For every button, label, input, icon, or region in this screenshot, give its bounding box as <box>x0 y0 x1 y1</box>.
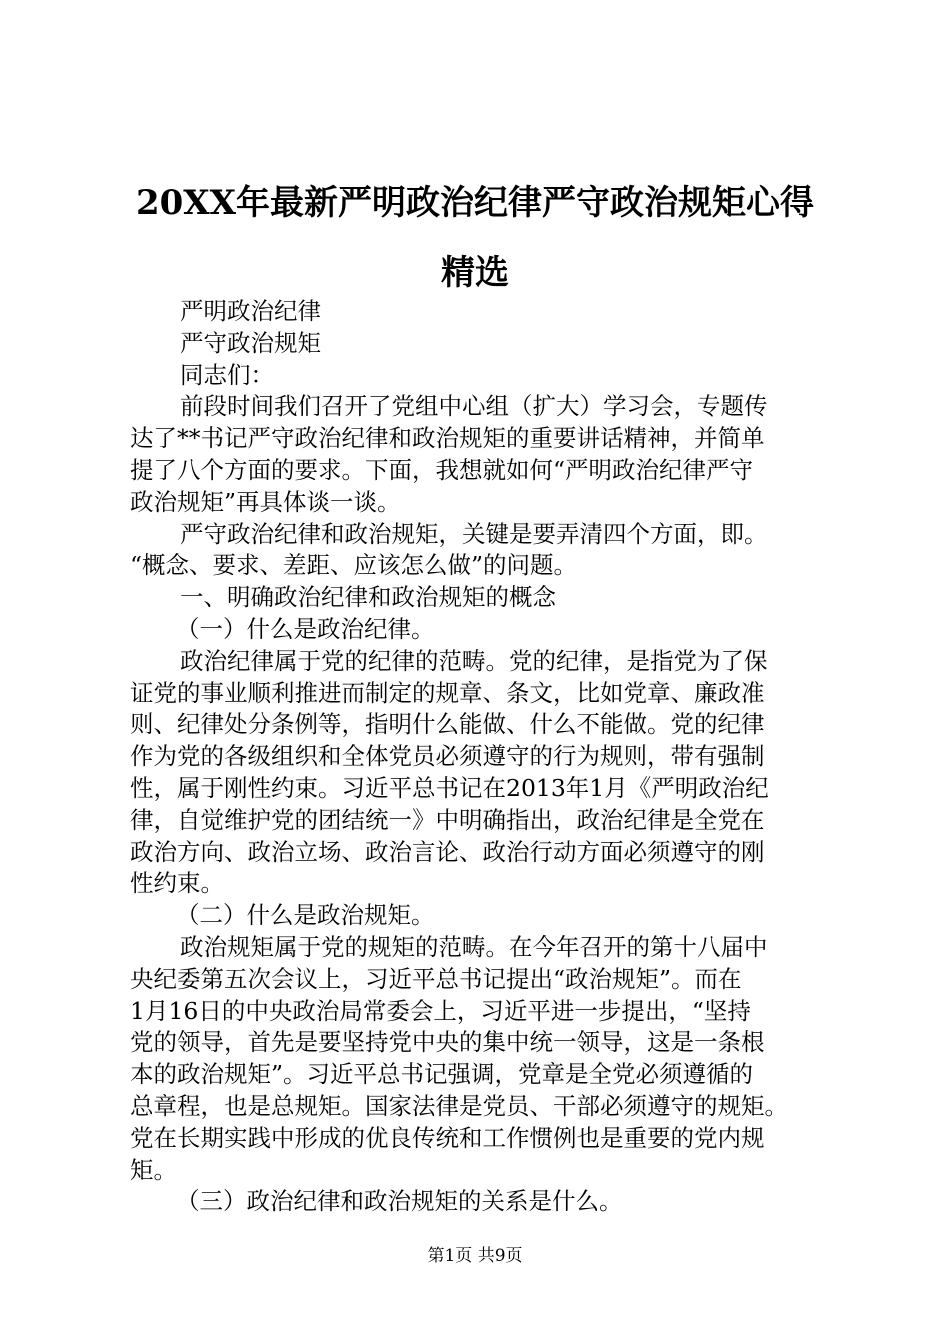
body-line: 总章程，也是总规矩。国家法律是党员、干部必须遵守的规矩。 <box>130 1091 788 1120</box>
body-line: 律，自觉维护党的团结统一》中明确指出，政治纪律是全党在 <box>130 805 765 834</box>
body-line: 1月16日的中央政治局常委会上，习近平进一步提出，“坚持 <box>130 996 751 1025</box>
body-line: 同志们： <box>180 360 274 389</box>
body-line: 性，属于刚性约束。习近平总书记在2013年1月《严明政治纪 <box>130 773 769 802</box>
document-body <box>130 296 836 1218</box>
body-line: “概念、要求、差距、应该怎么做”的问题。 <box>130 551 578 580</box>
body-line: 达了**书记严守政治纪律和政治规矩的重要讲话精神，并简单 <box>130 424 765 453</box>
body-line: 央纪委第五次会议上，习近平总书记提出“政治规矩”。而在 <box>130 964 742 993</box>
body-line: 前段时间我们召开了党组中心组（扩大）学习会，专题传 <box>180 392 768 421</box>
body-line: 党在长期实践中形成的优良传统和工作惯例也是重要的党内规 <box>130 1123 765 1152</box>
body-line: 严明政治纪律 <box>180 297 321 325</box>
body-line: 矩。 <box>130 1155 177 1184</box>
page-footer: 第1页 共9页 <box>427 1246 523 1266</box>
body-line: 作为党的各级组织和全体党员必须遵守的行为规则，带有强制 <box>130 742 765 771</box>
body-line: 严守政治规矩 <box>180 328 321 357</box>
title-line-1: 20XX年最新严明政治纪律严守政治规矩心得 <box>135 183 815 223</box>
body-line: 政治方向、政治立场、政治言论、政治行动方面必须遵守的刚 <box>130 837 765 866</box>
title-line-2: 精选 <box>441 253 509 293</box>
body-line: 党的领导，首先是要坚持党中央的集中统一领导，这是一条根 <box>130 1028 765 1057</box>
body-line: （一）什么是政治纪律。 <box>176 614 435 643</box>
body-line: 性约束。 <box>130 869 224 898</box>
body-line: （二）什么是政治规矩。 <box>176 901 435 930</box>
body-line: 政治规矩”再具体谈一谈。 <box>130 487 401 516</box>
body-line: 证党的事业顺利推进而制定的规章、条文，比如党章、廉政准 <box>130 678 765 707</box>
body-line: 本的政治规矩”。习近平总书记强调，党章是全党必须遵循的 <box>130 1060 754 1089</box>
body-line: 一、明确政治纪律和政治规矩的概念 <box>180 583 556 612</box>
body-line: 则、纪律处分条例等，指明什么能做、什么不能做。党的纪律 <box>130 710 765 739</box>
body-line: 政治纪律属于党的纪律的范畴。党的纪律，是指党为了保 <box>180 646 768 675</box>
document-title <box>120 168 830 308</box>
body-line: 政治规矩属于党的规矩的范畴。在今年召开的第十八届中 <box>180 932 768 961</box>
body-line: （三）政治纪律和政治规矩的关系是什么。 <box>176 1187 623 1216</box>
body-line: 提了八个方面的要求。下面，我想就如何“严明政治纪律严守 <box>130 455 754 484</box>
body-line: 严守政治纪律和政治规矩，关键是要弄清四个方面，即。 <box>180 519 768 548</box>
